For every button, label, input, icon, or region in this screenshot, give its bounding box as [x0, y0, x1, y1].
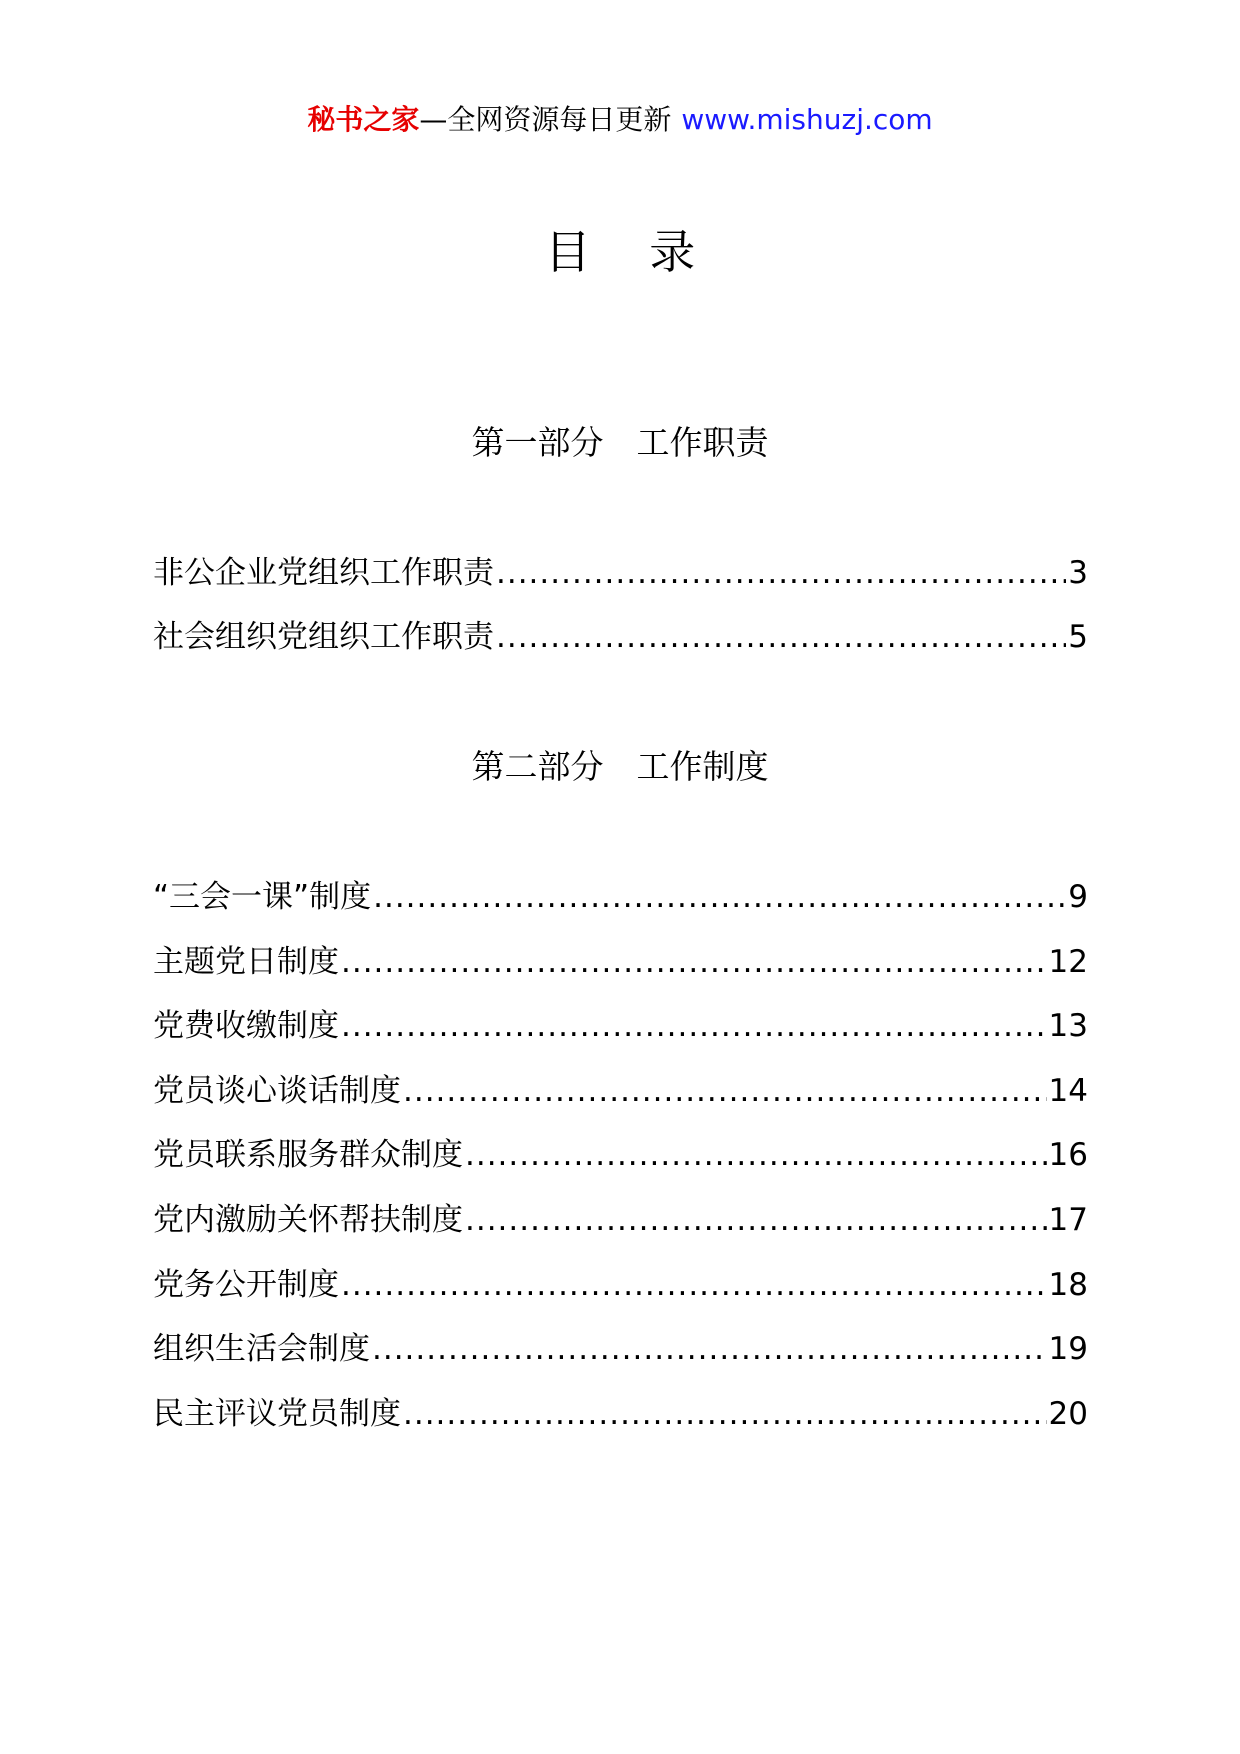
toc-title: 目 录 — [544, 225, 718, 279]
toc-entry[interactable] — [153, 1262, 1088, 1308]
toc-entry-label: 民主评议党员制度 — [153, 1396, 401, 1432]
toc-entry[interactable] — [153, 1391, 1088, 1437]
toc-entry-page: 19 — [1048, 1331, 1088, 1367]
dot-leader — [465, 1132, 1047, 1178]
toc-entry-label: 党内激励关怀帮扶制度 — [153, 1202, 463, 1238]
toc-entry[interactable] — [153, 550, 1088, 596]
toc-entry-label: “三会一课”制度 — [153, 879, 372, 915]
dot-leader — [403, 1391, 1047, 1437]
toc-entry[interactable] — [153, 1068, 1088, 1114]
toc-entry[interactable] — [153, 1326, 1088, 1372]
toc-entry-page: 20 — [1048, 1396, 1088, 1432]
dot-leader — [341, 1262, 1047, 1308]
dot-leader — [403, 1068, 1047, 1114]
toc-entry[interactable] — [153, 1003, 1088, 1049]
toc-entry-label: 主题党日制度 — [153, 944, 339, 980]
dot-leader — [372, 1326, 1047, 1372]
toc-entry-page: 13 — [1048, 1008, 1088, 1044]
toc-entry-page: 5 — [1068, 619, 1088, 655]
toc-entry-label: 党员联系服务群众制度 — [153, 1137, 463, 1173]
toc-entry-page: 14 — [1048, 1073, 1088, 1109]
toc-entry[interactable] — [153, 939, 1088, 985]
part2-heading: 第二部分 工作制度 — [471, 747, 769, 786]
toc-entry-label: 党费收缴制度 — [153, 1008, 339, 1044]
site-url-link[interactable]: www.mishuzj.com — [681, 103, 933, 136]
site-banner — [0, 100, 1240, 140]
brand-name: 秘书之家 — [307, 103, 420, 136]
part1-heading: 第一部分 工作职责 — [471, 423, 769, 462]
toc-entry-page: 18 — [1048, 1267, 1088, 1303]
dot-leader — [496, 614, 1066, 660]
toc-entry[interactable] — [153, 1197, 1088, 1243]
dot-leader — [496, 550, 1066, 596]
toc-entry-label: 社会组织党组织工作职责 — [153, 619, 494, 655]
toc-entry-label: 组织生活会制度 — [153, 1331, 370, 1367]
dot-leader — [341, 939, 1047, 985]
toc-entry[interactable] — [153, 614, 1088, 660]
dot-leader — [341, 1003, 1047, 1049]
toc-entry-page: 9 — [1068, 879, 1088, 915]
toc-entry-page: 16 — [1048, 1137, 1088, 1173]
slogan: —全网资源每日更新 — [419, 103, 672, 136]
toc-entry-label: 党务公开制度 — [153, 1267, 339, 1303]
toc-entry-label: 党员谈心谈话制度 — [153, 1073, 401, 1109]
toc-entry[interactable] — [153, 874, 1088, 920]
toc-entry-page: 12 — [1048, 944, 1088, 980]
toc-entry-page: 3 — [1068, 555, 1088, 591]
toc-entry-page: 17 — [1048, 1202, 1088, 1238]
dot-leader — [465, 1197, 1047, 1243]
toc-entry[interactable] — [153, 1132, 1088, 1178]
dot-leader — [373, 874, 1066, 920]
toc-entry-label: 非公企业党组织工作职责 — [153, 555, 494, 591]
